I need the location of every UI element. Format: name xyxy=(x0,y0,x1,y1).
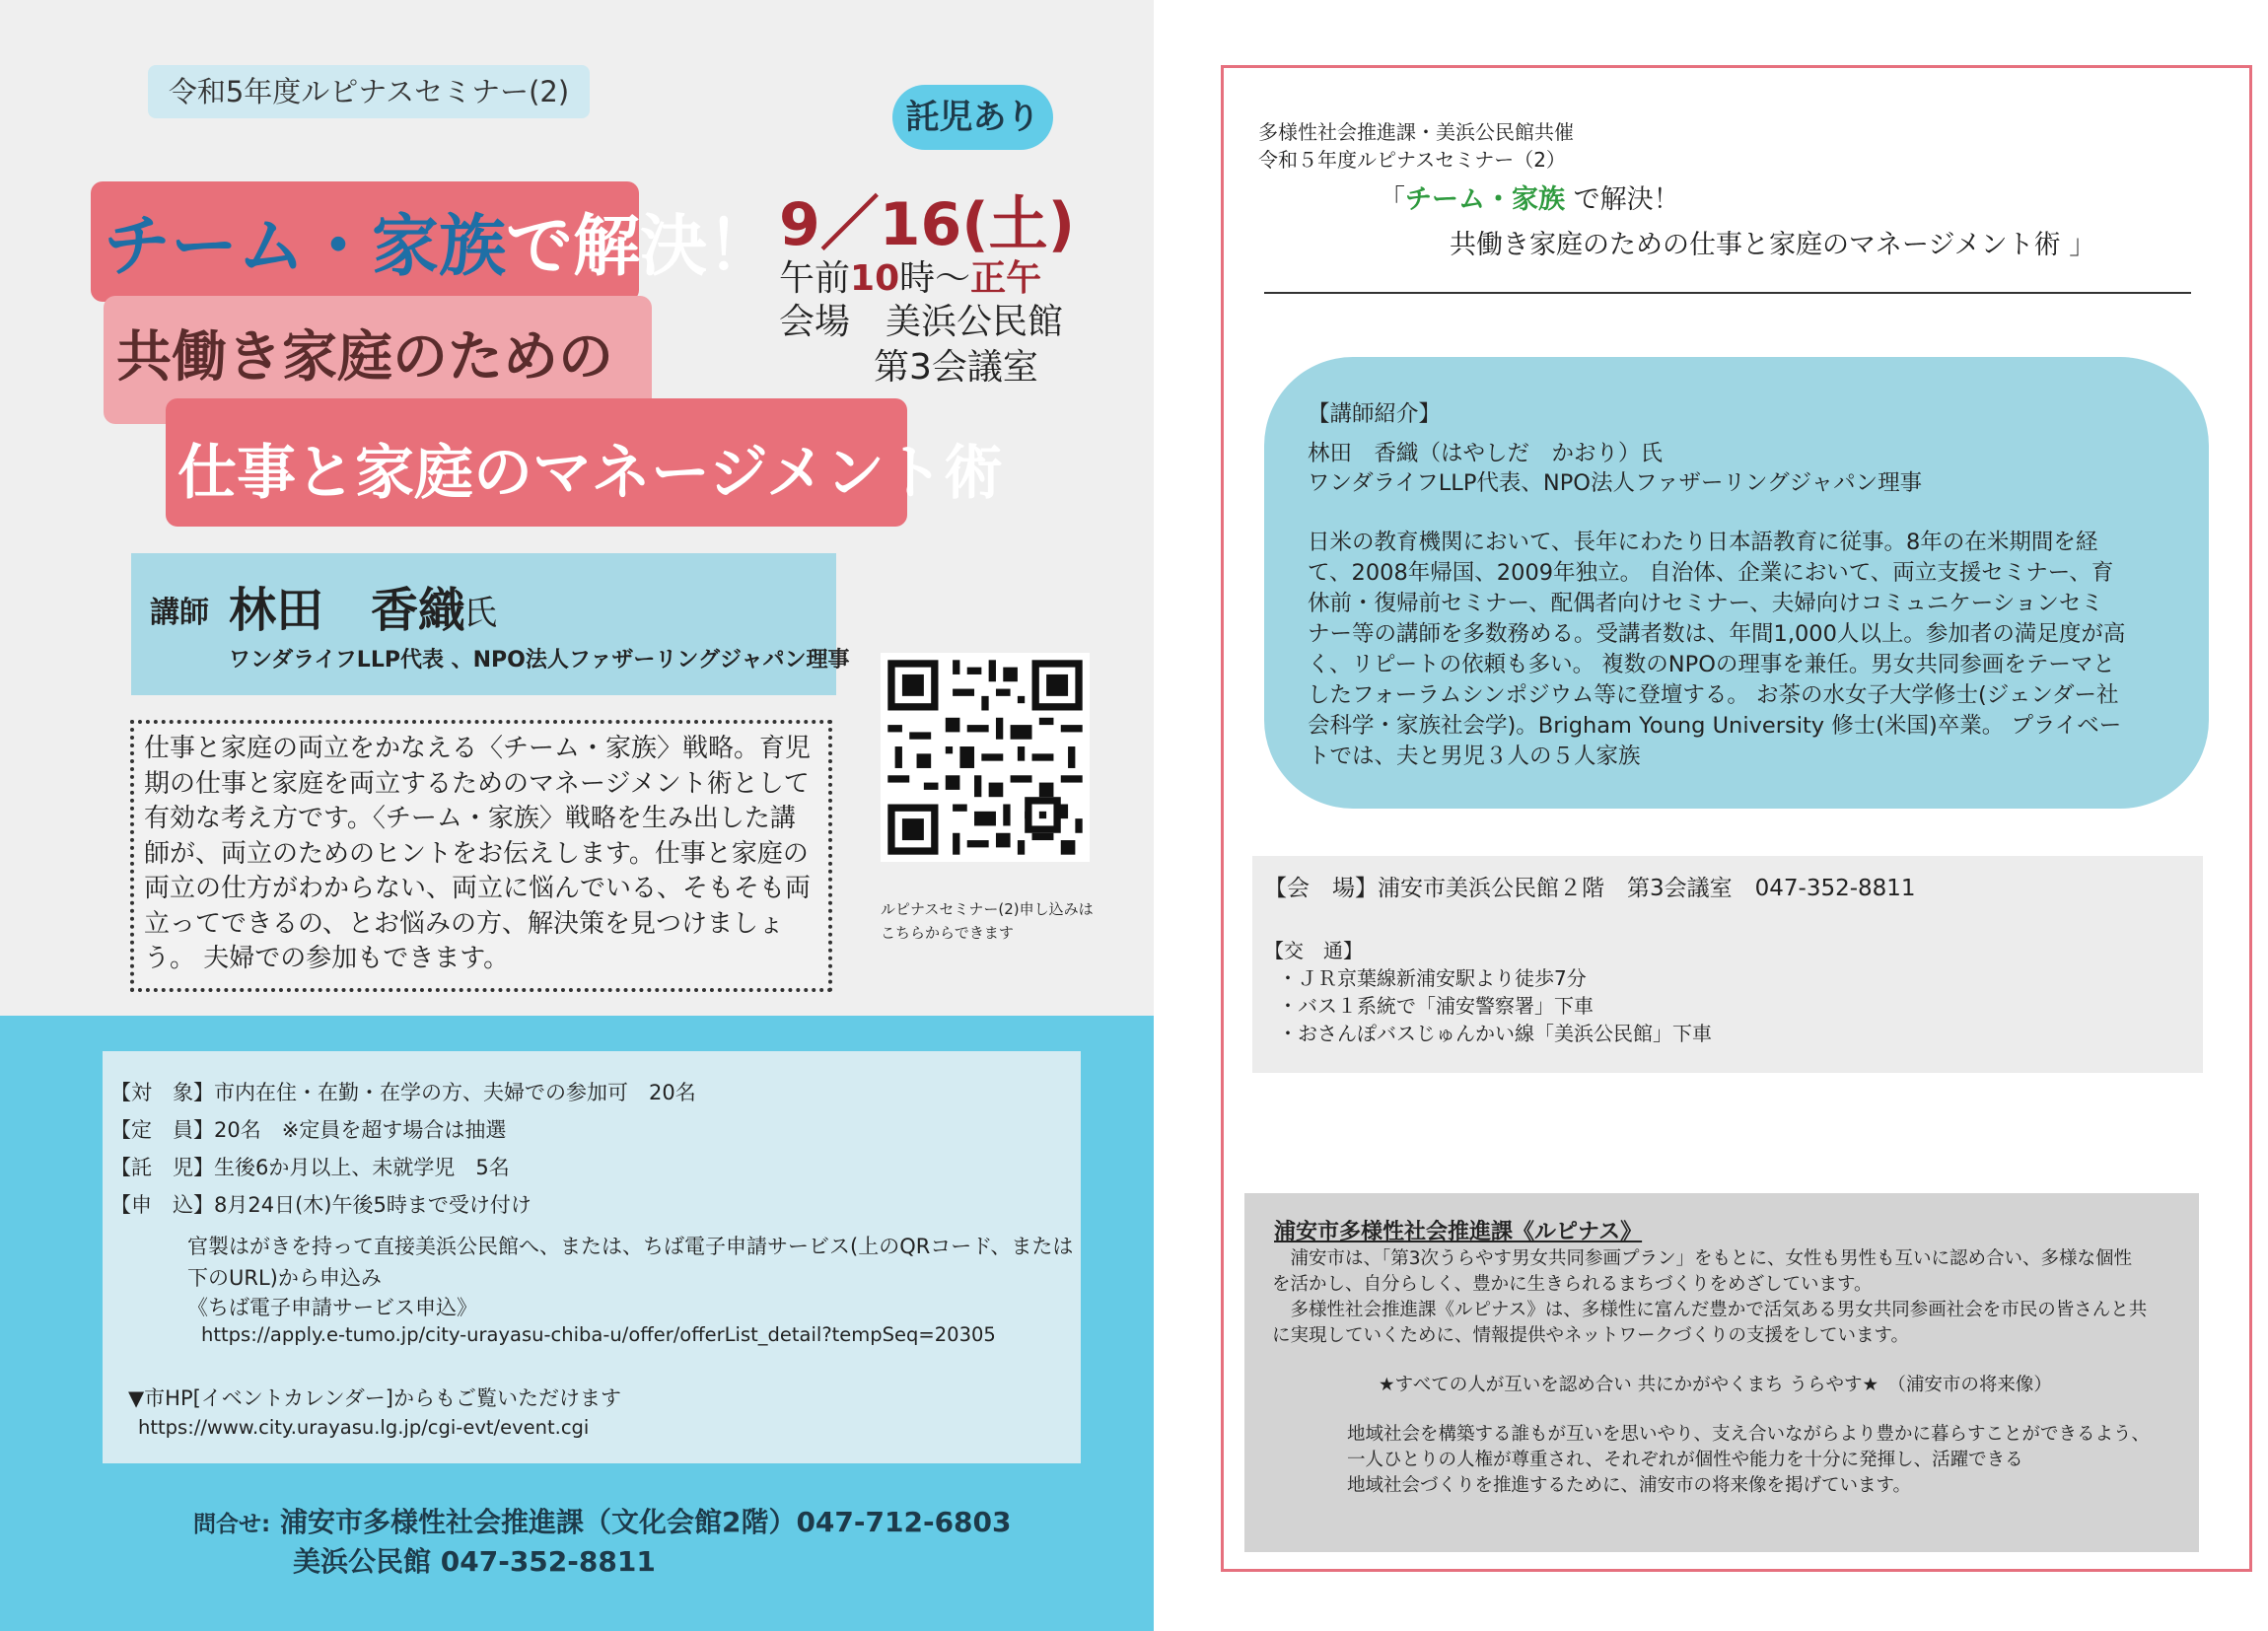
access-line: ・バス１系統で「浦安警察署」下車 xyxy=(1278,994,1594,1018)
qr-code-icon[interactable] xyxy=(881,653,1090,862)
bio-line: て、2008年帰国、2009年独立。 自治体、企業において、両立支援セミナー、育 xyxy=(1308,560,2114,586)
contact-line-1: 問合せ: 浦安市多様性社会推進課（文化会館2階）047-712-6803 xyxy=(193,1506,1012,1538)
lecturer-name: 林田 香織 xyxy=(229,583,466,638)
apply-url-link[interactable]: https://apply.e-tumo.jp/city-urayasu-chiba-u/offer/offerList_detail?tempSeq=20305 xyxy=(201,1323,996,1346)
access-line: ・ＪＲ京葉線新浦安駅より徒歩7分 xyxy=(1278,966,1587,990)
access-heading: 【交 通】 xyxy=(1264,939,1363,962)
seminar-description: 仕事と家庭の両立をかなえる〈チーム・家族〉戦略。育児期の仕事と家庭を両立するためのマネージメント術として有効な考え方です。〈チーム・家族〉戦略を生み出した講師が、両立のためのヒントをお伝えします。仕事と家庭の両立の仕方がわからない、両立に悩んでいる、そもそも両立ってできるの、とお悩みの方、解決策を見つけましょう。 夫婦での参加もできます。 xyxy=(130,720,832,992)
organizer: 多様性社会推進課・美浜公民館共催 xyxy=(1258,120,1574,144)
lupinus-closing: 地域社会を構築する誰もが互いを思いやり、支え合いながらより豊かに暮らすことができるよう、 xyxy=(1347,1424,2151,1445)
lecturer-title: ワンダライフLLP代表 、NPO法人ファザーリングジャパン理事 xyxy=(229,648,850,673)
qr-caption: ルピナスセミナー(2)申し込みは こちらからできます xyxy=(881,900,1094,942)
right-heading-line-1: 「チーム・家族 で解決！ xyxy=(1379,184,1680,215)
bio-line: く、リピートの依頼も多い。 複数のNPOの理事を兼任。男女共同参画をテーマと xyxy=(1308,652,2115,677)
info-hp-note: ▼市HP[イベントカレンダー]からもご覧いただけます xyxy=(128,1386,621,1410)
lupinus-motto: ★すべての人が互いを認め合い 共にかがやくまち うらやす★ （浦安市の将来像） xyxy=(1379,1375,2052,1395)
bio-line: ナー等の講師を多数務める。受講者数は、年間1,000人以上。参加者の満足度が高 xyxy=(1308,621,2126,647)
lupinus-line: 浦安市は、「第3次うらやす男女共同参画プラン」をもとに、女性も男性も互いに認め合い、多様な個性 xyxy=(1272,1248,2133,1269)
bio-line: 会科学・家族社会学)。Brigham Young University 修士(米国)卒業。 プライベー xyxy=(1308,713,2122,739)
bio-line: トでは、夫と男児３人の５人家族 xyxy=(1308,744,1641,769)
right-series-label: 令和５年度ルピナスセミナー（2） xyxy=(1258,148,1566,172)
title-solve: で解決！ xyxy=(506,208,775,286)
title-team-family: チーム・家族 xyxy=(104,208,507,286)
info-apply-detail-3: 《ちば電子申請サービス申込》 xyxy=(187,1296,477,1319)
contact-label: 問合せ: xyxy=(193,1512,271,1537)
contact-line-2: 美浜公民館 047-352-8811 xyxy=(293,1545,656,1578)
title-line-2: 共働き家庭のための xyxy=(116,325,613,390)
lupinus-heading: 浦安市多様性社会推進課《ルピナス》 xyxy=(1274,1220,1643,1244)
info-apply-detail-2: 下のURL)から申込み xyxy=(187,1266,382,1290)
access-line: ・おさんぽバスじゅんかい線「美浜公民館」下車 xyxy=(1278,1022,1712,1045)
lupinus-line: 多様性社会推進課《ルピナス》は、多様性に富んだ豊かで活気ある男女共同参画社会を市民の皆さんと共 xyxy=(1272,1300,2148,1320)
bio-name: 林田 香織（はやしだ かおり）氏 xyxy=(1308,441,1664,466)
event-room: 第3会議室 xyxy=(874,347,1038,388)
title-line-1 xyxy=(104,193,774,289)
info-childcare: 【託 児】生後6か月以上、未就学児 5名 xyxy=(110,1156,510,1179)
lecturer-label: 講師 xyxy=(150,596,209,630)
childcare-badge: 託児あり xyxy=(892,85,1053,150)
lupinus-closing: 地域社会づくりを推進するために、浦安市の将来像を掲げています。 xyxy=(1347,1475,1912,1496)
bio-line: 日米の教育機関において、長年にわたり日本語教育に従事。8年の在米期間を経 xyxy=(1308,530,2098,555)
lupinus-closing: 一人ひとりの人権が尊重され、それぞれが個性や能力を十分に発揮し、活躍できる xyxy=(1347,1450,2023,1470)
series-label: 令和5年度ルピナスセミナー(2) xyxy=(148,65,590,118)
info-apply-detail-1: 官製はがきを持って直接美浜公民館へ、または、ちば電子申請サービス(上のQRコード、または xyxy=(187,1235,1074,1258)
right-heading-line-2: 共働き家庭のための仕事と家庭のマネージメント術 」 xyxy=(1450,230,2096,260)
bio-line: 休前・復帰前セミナー、配偶者向けセミナー、夫婦向けコミュニケーションセミ xyxy=(1308,591,2103,616)
title-line-3: 仕事と家庭のマネージメント術 xyxy=(177,439,1003,508)
venue-line: 【会 場】浦安市美浜公民館２階 第3会議室 047-352-8811 xyxy=(1264,876,1916,901)
event-venue: 会場 美浜公民館 xyxy=(779,302,1064,342)
info-capacity: 【定 員】20名 ※定員を超す場合は抽選 xyxy=(110,1118,507,1142)
bio-line: したフォーラムシンポジウム等に登壇する。 お茶の水女子大学修士(ジェンダー社 xyxy=(1308,682,2119,708)
lecturer-suffix: 氏 xyxy=(463,594,497,633)
divider xyxy=(1264,292,2191,294)
bio-affiliation: ワンダライフLLP代表、NPO法人ファザーリングジャパン理事 xyxy=(1308,470,1923,496)
lupinus-line: を活かし、自分らしく、豊かに生きられるまちづくりをめざしています。 xyxy=(1272,1274,1873,1295)
info-target: 【対 象】市内在住・在勤・在学の方、夫婦での参加可 20名 xyxy=(110,1081,696,1104)
lupinus-line: に実現していくために、情報提供やネットワークづくりの支援をしています。 xyxy=(1272,1325,1910,1346)
hp-url-link[interactable]: https://www.city.urayasu.lg.jp/cgi-evt/event.cgi xyxy=(138,1416,590,1439)
event-date: 9／16(土) xyxy=(779,190,1076,259)
bio-heading: 【講師紹介】 xyxy=(1308,401,1442,427)
event-time: 午前10時～正午 xyxy=(779,258,1042,299)
info-apply: 【申 込】8月24日(木)午後5時まで受け付け xyxy=(110,1193,532,1217)
